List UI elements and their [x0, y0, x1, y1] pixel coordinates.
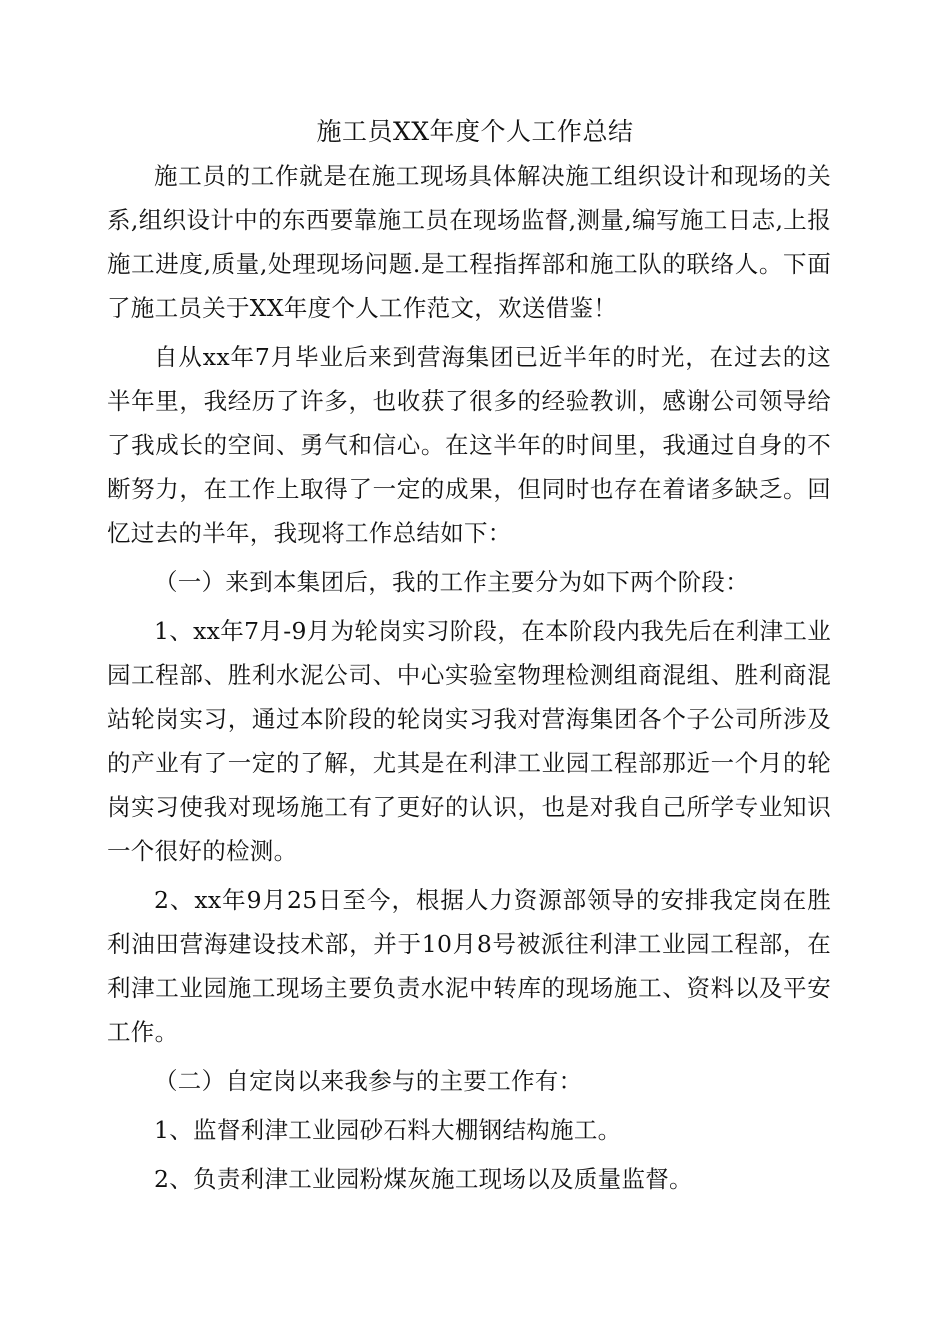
work-item-one: 1、监督利津工业园砂石料大棚钢结构施工。 [154, 1116, 622, 1144]
stage-one-paragraph: 1、xx年7月-9月为轮岗实习阶段，在本阶段内我先后在利津工业园工程部、胜利水泥公司、中心实验室物理检测组商混组、胜利商混站轮岗实习，通过本阶段的轮岗实习我对营海集团各个子公司所涉及的产业有了一定的了解，尤其是在利津工业园工程部那近一个月的轮岗实习使我对现场施工有了更好的认识，也是对我自己所学专业知识一个很好的检测。 [107, 617, 831, 865]
section-heading-two: （二）自定岗以来我参与的主要工作有： [154, 1067, 583, 1095]
document-title: 施工员XX年度个人工作总结 [316, 117, 634, 146]
stage-two-paragraph: 2、xx年9月25日至今，根据人力资源部领导的安排我定岗在胜利油田营海建设技术部，并于10月8号被派往利津工业园工程部，在利津工业园施工现场主要负责水泥中转库的现场施工、资料以及平安工作。 [107, 886, 831, 1046]
intro-paragraph: 施工员的工作就是在施工现场具体解决施工组织设计和现场的关系,组织设计中的东西要靠施工员在现场监督,测量,编写施工日志,上报施工进度,质量,处理现场问题.是工程指挥部和施工队的联络人。下面了施工员关于XX年度个人工作范文，欢送借鉴！ [107, 162, 831, 322]
work-item-two: 2、负责利津工业园粉煤灰施工现场以及质量监督。 [154, 1165, 693, 1193]
summary-paragraph: 自从xx年7月毕业后来到营海集团已近半年的时光，在过去的这半年里，我经历了许多，也收获了很多的经验教训，感谢公司领导给了我成长的空间、勇气和信心。在这半年的时间里，我通过自身的不断努力，在工作上取得了一定的成果，但同时也存在着诸多缺乏。回忆过去的半年，我现将工作总结如下： [107, 343, 831, 547]
section-heading-one: （一）来到本集团后，我的工作主要分为如下两个阶段： [154, 568, 749, 596]
document-body [107, 154, 831, 1206]
